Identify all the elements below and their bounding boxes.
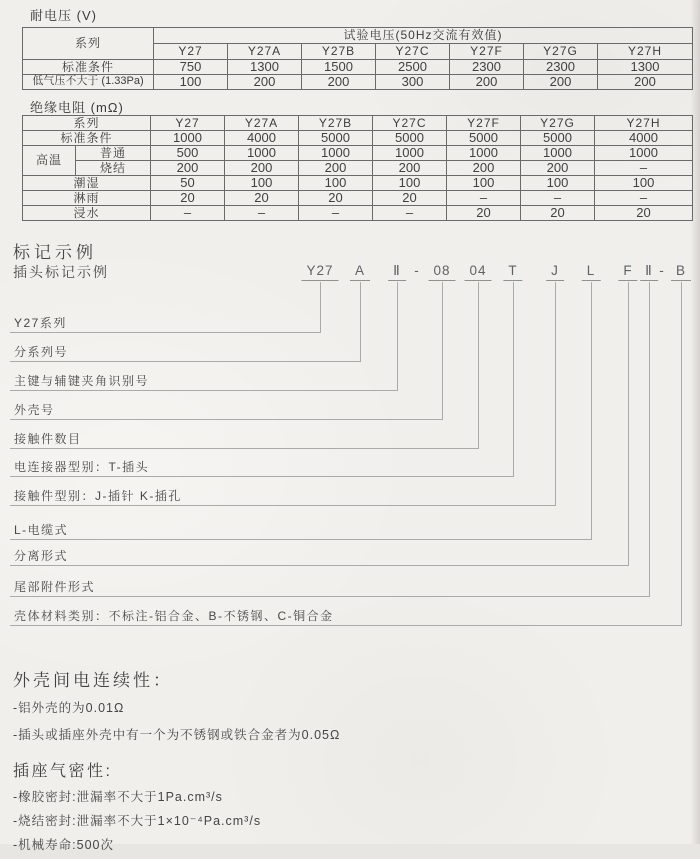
value-cell: 200 — [302, 75, 376, 90]
code-token: Y27 — [301, 263, 338, 281]
value-cell: 100 — [447, 176, 521, 191]
value-cell: – — [225, 206, 299, 221]
value-cell: 100 — [373, 176, 447, 191]
value-cell: 200 — [373, 161, 447, 176]
value-cell: 1000 — [151, 131, 225, 146]
value-cell: 2300 — [450, 60, 524, 75]
diagram-label-line — [10, 332, 321, 333]
row-label-cell: 低气压不大于 (1.33Pa) — [23, 75, 154, 90]
diagram-label-line — [10, 625, 682, 626]
code-token: 08 — [428, 263, 455, 281]
series-column-header: Y27G — [524, 44, 598, 60]
diagram-connector-vline — [591, 282, 592, 539]
value-cell: 5000 — [373, 131, 447, 146]
value-cell: 20 — [521, 206, 595, 221]
value-cell: 1000 — [299, 146, 373, 161]
airtightness-note: -烧结密封:泄漏率不大于1×10⁻⁴Pa.cm³/s — [13, 814, 262, 828]
diagram-label-line — [10, 390, 398, 391]
diagram-label: 外壳号 — [14, 403, 55, 417]
series-column-header: Y27G — [521, 116, 595, 131]
row-label-cell: 标准条件 — [23, 60, 154, 75]
value-cell: 100 — [154, 75, 228, 90]
value-cell: 1500 — [302, 60, 376, 75]
diagram-label: 分离形式 — [14, 549, 69, 563]
value-cell: 300 — [376, 75, 450, 90]
airtightness-note: -机械寿命:500次 — [13, 838, 114, 852]
value-cell: – — [373, 206, 447, 221]
value-cell: 5000 — [447, 131, 521, 146]
series-header-cell: 系列 — [23, 28, 154, 60]
diagram-label-line — [10, 596, 650, 597]
value-cell: 1000 — [521, 146, 595, 161]
diagram-connector-vline — [360, 282, 361, 361]
diagram-label-line — [10, 476, 514, 477]
value-cell: 1300 — [228, 60, 302, 75]
marking-example-title: 标记示例 — [13, 243, 97, 262]
series-column-header: Y27 — [154, 44, 228, 60]
series-column-header: Y27C — [373, 116, 447, 131]
value-cell: 200 — [225, 161, 299, 176]
value-cell: – — [521, 191, 595, 206]
row-label-cell: 浸水 — [23, 206, 151, 221]
value-cell: 20 — [151, 191, 225, 206]
code-token: 04 — [464, 263, 491, 281]
value-cell: 2500 — [376, 60, 450, 75]
value-cell: 5000 — [521, 131, 595, 146]
diagram-connector-vline — [397, 282, 398, 390]
diagram-label: 分系列号 — [14, 345, 69, 359]
diagram-label-line — [10, 361, 361, 362]
series-column-header: Y27A — [228, 44, 302, 60]
diagram-label-line — [10, 539, 592, 540]
withstand-voltage-title: 耐电压 (V) — [30, 8, 97, 23]
value-cell: 200 — [598, 75, 693, 90]
value-cell: 200 — [151, 161, 225, 176]
diagram-label-line — [10, 505, 556, 506]
diagram-label: 尾部附件形式 — [14, 580, 96, 594]
diagram-label: 电连接器型别：T-插头 — [14, 460, 150, 474]
diagram-connector-vline — [628, 282, 629, 565]
value-cell: 20 — [373, 191, 447, 206]
insulation-resistance-title: 绝缘电阻 (mΩ) — [30, 100, 124, 115]
diagram-label-line — [10, 419, 443, 420]
value-cell: 200 — [524, 75, 598, 90]
value-cell: 750 — [154, 60, 228, 75]
diagram-connector-vline — [478, 282, 479, 448]
value-cell: 100 — [521, 176, 595, 191]
value-cell: 20 — [299, 191, 373, 206]
row-label-cell: 淋雨 — [23, 191, 151, 206]
series-column-header: Y27F — [447, 116, 521, 131]
value-cell: – — [447, 191, 521, 206]
diagram-label-line — [10, 565, 629, 566]
value-cell: 2300 — [524, 60, 598, 75]
socket-airtightness-title: 插座气密性: — [13, 763, 113, 780]
value-cell: 200 — [521, 161, 595, 176]
code-token: T — [503, 263, 522, 281]
continuity-note: -铝外壳的为0.01Ω — [13, 701, 125, 715]
value-cell: 1000 — [373, 146, 447, 161]
series-column-header: Y27B — [299, 116, 373, 131]
value-cell: 100 — [225, 176, 299, 191]
row-label-cell: 普通 — [76, 146, 151, 161]
code-token: Ⅱ — [388, 263, 406, 281]
series-column-header: Y27F — [450, 44, 524, 60]
diagram-label-line — [10, 448, 479, 449]
code-token: B — [671, 263, 691, 281]
value-cell: 200 — [450, 75, 524, 90]
code-separator: - — [414, 263, 420, 278]
socket-airtightness-notes — [13, 787, 261, 859]
value-cell: – — [595, 161, 693, 176]
value-cell: – — [595, 191, 693, 206]
value-cell: 500 — [151, 146, 225, 161]
value-cell: 50 — [151, 176, 225, 191]
value-cell: 100 — [595, 176, 693, 191]
value-cell: 200 — [299, 161, 373, 176]
value-cell: 1300 — [598, 60, 693, 75]
diagram-connector-vline — [320, 282, 321, 332]
value-cell: 100 — [299, 176, 373, 191]
series-header-cell: 系列 — [23, 116, 151, 131]
shell-continuity-notes — [13, 698, 340, 752]
code-token: J — [546, 263, 564, 281]
value-cell: – — [299, 206, 373, 221]
value-cell: 20 — [225, 191, 299, 206]
diagram-label: Y27系列 — [14, 316, 67, 330]
plug-marking-example-subtitle: 插头标记示例 — [13, 264, 109, 280]
value-cell: 200 — [228, 75, 302, 90]
diagram-label: 接触件数目 — [14, 432, 82, 446]
diagram-connector-vline — [442, 282, 443, 419]
value-cell: 1000 — [225, 146, 299, 161]
diagram-label: 接触件型别：J-插针 K-插孔 — [14, 489, 182, 503]
series-column-header: Y27C — [376, 44, 450, 60]
code-token: Ⅱ — [640, 263, 658, 281]
airtightness-note: -橡胶密封:泄漏率不大于1Pa.cm³/s — [13, 790, 223, 804]
value-cell: 4000 — [595, 131, 693, 146]
row-label-cell: 烧结 — [76, 161, 151, 176]
series-column-header: Y27A — [225, 116, 299, 131]
code-separator: - — [659, 263, 665, 278]
code-token: A — [350, 263, 370, 281]
value-cell: 1000 — [595, 146, 693, 161]
value-cell: – — [151, 206, 225, 221]
value-cell: 5000 — [299, 131, 373, 146]
diagram-connector-vline — [513, 282, 514, 476]
diagram-label: 壳体材料类别：不标注-铝合金、B-不锈钢、C-铜合金 — [14, 609, 334, 623]
code-token: F — [618, 263, 637, 281]
shell-continuity-title: 外壳间电连续性： — [13, 671, 173, 690]
series-column-header: Y27 — [151, 116, 225, 131]
diagram-connector-vline — [681, 282, 682, 625]
value-cell: 200 — [447, 161, 521, 176]
diagram-connector-vline — [649, 282, 650, 596]
test-voltage-header-cell: 试验电压(50Hz交流有效值) — [154, 28, 693, 44]
high-temp-group-cell: 高温 — [23, 146, 76, 176]
series-column-header: Y27H — [595, 116, 693, 131]
series-column-header: Y27B — [302, 44, 376, 60]
value-cell: 1000 — [447, 146, 521, 161]
diagram-label: L-电缆式 — [14, 523, 69, 537]
value-cell: 20 — [595, 206, 693, 221]
row-label-cell: 潮湿 — [23, 176, 151, 191]
diagram-connector-vline — [555, 282, 556, 505]
value-cell: 20 — [447, 206, 521, 221]
continuity-note: -插头或插座外壳中有一个为不锈钢或铁合金者为0.05Ω — [13, 728, 341, 742]
series-column-header: Y27H — [598, 44, 693, 60]
value-cell: 4000 — [225, 131, 299, 146]
row-label-cell: 标准条件 — [23, 131, 151, 146]
code-token: L — [582, 263, 601, 281]
diagram-label: 主键与辅键夹角识别号 — [14, 374, 150, 388]
